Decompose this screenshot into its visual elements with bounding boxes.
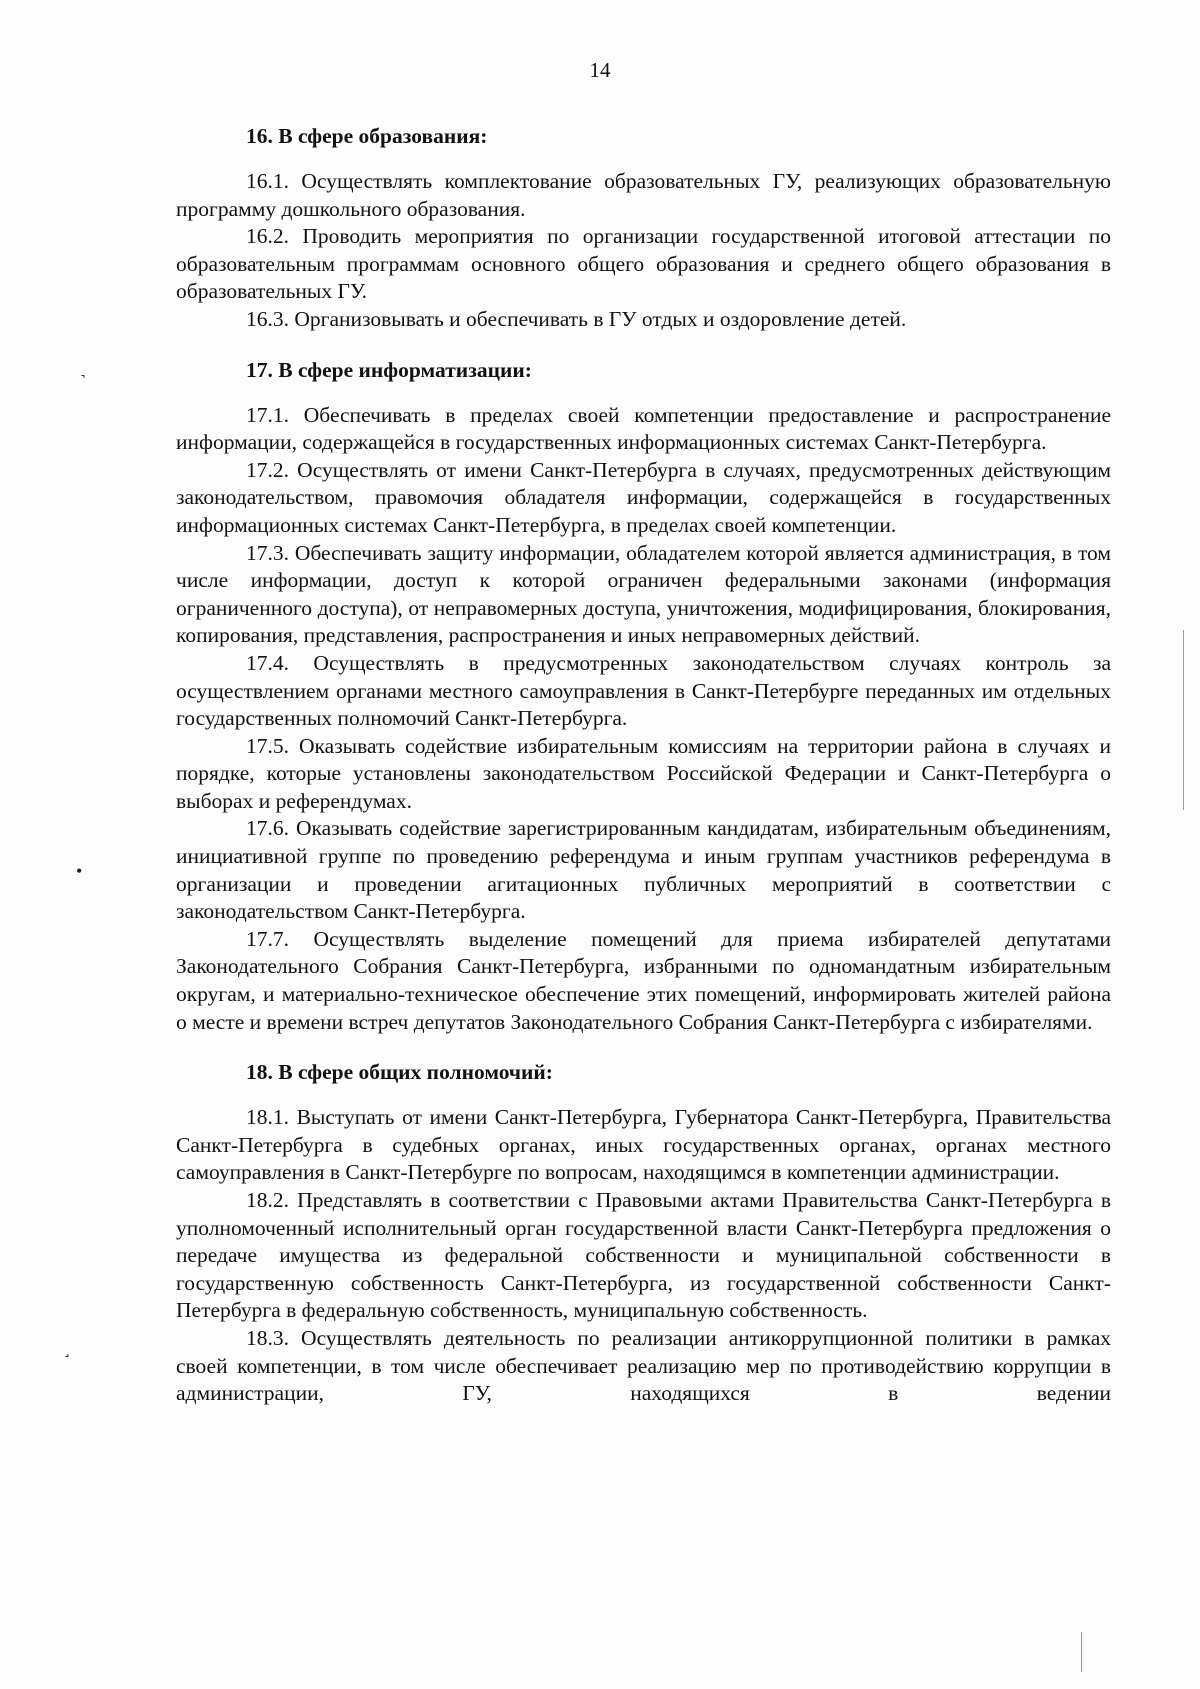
paragraph: 18.3. Осуществлять деятельность по реализации антикоррупционной политики в рамках своей компетенции, в том числе обеспечивает реализацию мер по противодействию коррупции в администрации, ГУ, находящихся в ведении [176, 1325, 1111, 1406]
paragraph: 17.5. Оказывать содействие избирательным комиссиям на территории района в случаях и порядке, которые установлены законодательством Российской Федерации и Санкт-Петербурга о выборах и референдумах. [176, 733, 1111, 813]
page-number: 14 [589, 58, 611, 82]
paragraph: 17.3. Обеспечивать защиту информации, обладателем которой является администрация, в том числе информации, доступ к которой ограничен федеральными законами (информация ограниченного доступа), от неправомерных доступа, уничтожения, модифицирования, блокирования, копирования, представления, распространения и иных неправомерных действий. [176, 540, 1111, 648]
paragraph: 17.4. Осуществлять в предусмотренных законодательством случаях контроль за осуществлением органами местного самоуправления в Санкт-Петербурге переданных им отдельных государственных полномочий Санкт-Петербурга. [176, 650, 1111, 731]
scan-speck: ˼ [64, 1337, 70, 1357]
section-education [176, 122, 1111, 334]
scan-speck: ˺ [80, 371, 86, 391]
paragraph: 16.1. Осуществлять комплектование образовательных ГУ, реализующих образовательную программу дошкольного образования. [176, 169, 1111, 221]
paragraph: 17.7. Осуществлять выделение помещений для приема избирателей депутатами Законодательного Собрания Санкт-Петербурга, избранными по одномандатным избирательным округам, и материально-техническое обеспечение этих помещений, информировать жителей района о месте и времени встреч депутатов Законодательного Собрания Санкт-Петербурга с избирателями. [176, 926, 1111, 1034]
section-heading: 18. В сфере общих полномочий: [246, 1060, 553, 1085]
section-general-powers [176, 1058, 1111, 1408]
section-heading: 16. В сфере образования: [246, 124, 488, 148]
scan-edge-line [1081, 1632, 1082, 1672]
scan-speck: • [76, 861, 83, 881]
paragraph: 17.1. Обеспечивать в пределах своей компетенции предоставление и распространение информации, содержащейся в государственных информационных системах Санкт-Петербурга. [176, 402, 1111, 455]
paragraph: 18.2. Представлять в соответствии с Правовыми актами Правительства Санкт-Петербурга в уполномоченный исполнительный орган государственной власти Санкт-Петербурга предложения о передаче имущества из федеральной собственности и муниципальной собственности в государственную собственность Санкт-Петербурга, из государственной собственности Санкт-Петербурга в федеральную собственность, муниципальную собственность. [176, 1188, 1111, 1323]
scan-edge-line [1183, 630, 1184, 810]
paragraph: 16.2. Проводить мероприятия по организации государственной итоговой аттестации по образовательным программам основного общего образования и среднего общего образования в образовательных ГУ. [176, 224, 1111, 304]
section-informatization [176, 356, 1111, 1037]
section-heading: 17. В сфере информатизации: [246, 357, 532, 382]
paragraph: 18.1. Выступать от имени Санкт-Петербурга, Губернатора Санкт-Петербурга, Правительства Санкт-Петербурга в судебных органах, иных государственных органах, органах местного самоуправления в Санкт-Петербурге по вопросам, находящимся в компетенции администрации. [176, 1105, 1111, 1185]
paragraph: 17.2. Осуществлять от имени Санкт-Петербурга в случаях, предусмотренных действующим законодательством, правомочия обладателя информации, содержащейся в государственных информационных системах Санкт-Петербурга, в пределах своей компетенции. [176, 457, 1111, 537]
document-body [176, 122, 1111, 1430]
paragraph: 16.3. Организовывать и обеспечивать в ГУ отдых и оздоровление детей. [246, 306, 907, 331]
paragraph: 17.6. Оказывать содействие зарегистрированным кандидатам, избирательным объединениям, инициативной группе по проведению референдума и иным группам участников референдума в организации и проведении агитационных публичных мероприятий в соответствии с законодательством Санкт-Петербурга. [176, 816, 1111, 924]
